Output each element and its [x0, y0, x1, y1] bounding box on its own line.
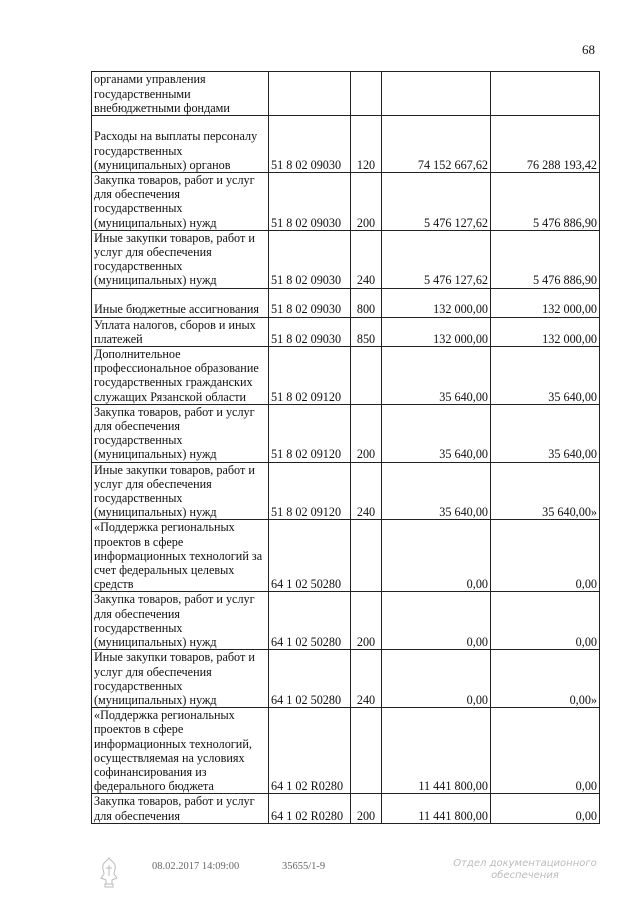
table-row: [92, 288, 600, 317]
row-amount-year2: 0,00: [491, 794, 600, 823]
table-row: [92, 404, 600, 462]
row-amount-year2: 0,00: [491, 520, 600, 592]
footer-note-line2: обеспечения: [491, 870, 559, 881]
table-row: [92, 317, 600, 346]
page-footer: [0, 858, 640, 898]
row-target-code: 51 8 02 09120: [269, 347, 351, 405]
table-row: [92, 520, 600, 592]
row-expense-type: 240: [351, 650, 382, 708]
footer-date: 08.02.2017 14:09:00: [152, 861, 240, 872]
table-row: [92, 650, 600, 708]
row-expense-type: 800: [351, 288, 382, 317]
footer-note-line1: Отдел документационного: [453, 858, 597, 869]
row-expense-type: 200: [351, 173, 382, 231]
row-target-code: 51 8 02 09030: [269, 116, 351, 173]
row-target-code: 64 1 02 50280: [269, 520, 351, 592]
row-target-code: 51 8 02 09120: [269, 404, 351, 462]
row-amount-year1: 35 640,00: [382, 462, 491, 520]
row-expense-type: 200: [351, 404, 382, 462]
row-description: Закупка товаров, работ и услуг для обеспечения государственных (муниципальных) нужд: [92, 173, 269, 231]
row-target-code: 51 8 02 09030: [269, 173, 351, 231]
row-description: Иные закупки товаров, работ и услуг для обеспечения государственных (муниципальных) нужд: [92, 462, 269, 520]
footer-doc-number: 35655/1-9: [282, 861, 326, 872]
row-amount-year1: 74 152 667,62: [382, 116, 491, 173]
row-amount-year2: 132 000,00: [491, 288, 600, 317]
row-target-code: 51 8 02 09030: [269, 230, 351, 288]
table-row: [92, 708, 600, 794]
row-amount-year2: 35 640,00: [491, 347, 600, 405]
row-expense-type: [351, 347, 382, 405]
row-expense-type: 120: [351, 116, 382, 173]
row-amount-year1: 132 000,00: [382, 317, 491, 346]
row-amount-year1: 11 441 800,00: [382, 794, 491, 823]
row-amount-year2: 0,00»: [491, 650, 600, 708]
row-amount-year1: 5 476 127,62: [382, 230, 491, 288]
footer-department-note: [440, 858, 610, 882]
row-expense-type: 200: [351, 592, 382, 650]
row-target-code: 64 1 02 R0280: [269, 794, 351, 823]
table-row: [92, 462, 600, 520]
row-description: «Поддержка региональных проектов в сфере информационных технологий за счет федеральных целевых средств: [92, 520, 269, 592]
row-description: Уплата налогов, сборов и иных платежей: [92, 317, 269, 346]
row-amount-year2: 132 000,00: [491, 317, 600, 346]
coat-of-arms-icon: [98, 856, 120, 888]
row-description: Закупка товаров, работ и услуг для обеспечения государственных (муниципальных) нужд: [92, 592, 269, 650]
row-target-code: 51 8 02 09120: [269, 462, 351, 520]
row-expense-type: [351, 520, 382, 592]
row-description: Иные бюджетные ассигнования: [92, 288, 269, 317]
row-description: Закупка товаров, работ и услуг для обеспечения государственных (муниципальных) нужд: [92, 404, 269, 462]
row-amount-year1: 0,00: [382, 520, 491, 592]
row-target-code: 64 1 02 50280: [269, 592, 351, 650]
row-amount-year1: 132 000,00: [382, 288, 491, 317]
row-amount-year2: 5 476 886,90: [491, 230, 600, 288]
row-amount-year2: 76 288 193,42: [491, 116, 600, 173]
row-description: Иные закупки товаров, работ и услуг для обеспечения государственных (муниципальных) нужд: [92, 650, 269, 708]
table-row: [92, 230, 600, 288]
row-target-code: [269, 72, 351, 116]
row-amount-year1: 35 640,00: [382, 347, 491, 405]
row-amount-year1: 35 640,00: [382, 404, 491, 462]
row-expense-type: [351, 708, 382, 794]
row-amount-year1: 0,00: [382, 650, 491, 708]
table-row: [92, 794, 600, 823]
row-amount-year2: 0,00: [491, 592, 600, 650]
row-description: органами управления государственными внебюджетными фондами: [92, 72, 269, 116]
table-row: [92, 173, 600, 231]
row-amount-year1: [382, 72, 491, 116]
row-amount-year2: 35 640,00»: [491, 462, 600, 520]
row-expense-type: 240: [351, 230, 382, 288]
table-row: [92, 347, 600, 405]
row-expense-type: [351, 72, 382, 116]
row-expense-type: 850: [351, 317, 382, 346]
row-description: «Поддержка региональных проектов в сфере информационных технологий, осуществляемая на условиях софинансирования из федерального бюджета: [92, 708, 269, 794]
row-amount-year2: 0,00: [491, 708, 600, 794]
table-row: [92, 116, 600, 173]
row-amount-year2: 5 476 886,90: [491, 173, 600, 231]
budget-table: [91, 71, 600, 824]
row-amount-year2: [491, 72, 600, 116]
row-amount-year2: 35 640,00: [491, 404, 600, 462]
row-target-code: 64 1 02 50280: [269, 650, 351, 708]
row-description: Иные закупки товаров, работ и услуг для обеспечения государственных (муниципальных) нужд: [92, 230, 269, 288]
row-amount-year1: 11 441 800,00: [382, 708, 491, 794]
row-target-code: 51 8 02 09030: [269, 317, 351, 346]
row-target-code: 64 1 02 R0280: [269, 708, 351, 794]
table-row: [92, 592, 600, 650]
row-description: Закупка товаров, работ и услуг для обеспечения: [92, 794, 269, 823]
row-expense-type: 200: [351, 794, 382, 823]
row-target-code: 51 8 02 09030: [269, 288, 351, 317]
page-number: 68: [582, 42, 595, 57]
table-row: [92, 72, 600, 116]
row-expense-type: 240: [351, 462, 382, 520]
row-description: Расходы на выплаты персоналу государственных (муниципальных) органов: [92, 116, 269, 173]
row-amount-year1: 0,00: [382, 592, 491, 650]
row-amount-year1: 5 476 127,62: [382, 173, 491, 231]
row-description: Дополнительное профессиональное образование государственных гражданских служащих Рязанской области: [92, 347, 269, 405]
